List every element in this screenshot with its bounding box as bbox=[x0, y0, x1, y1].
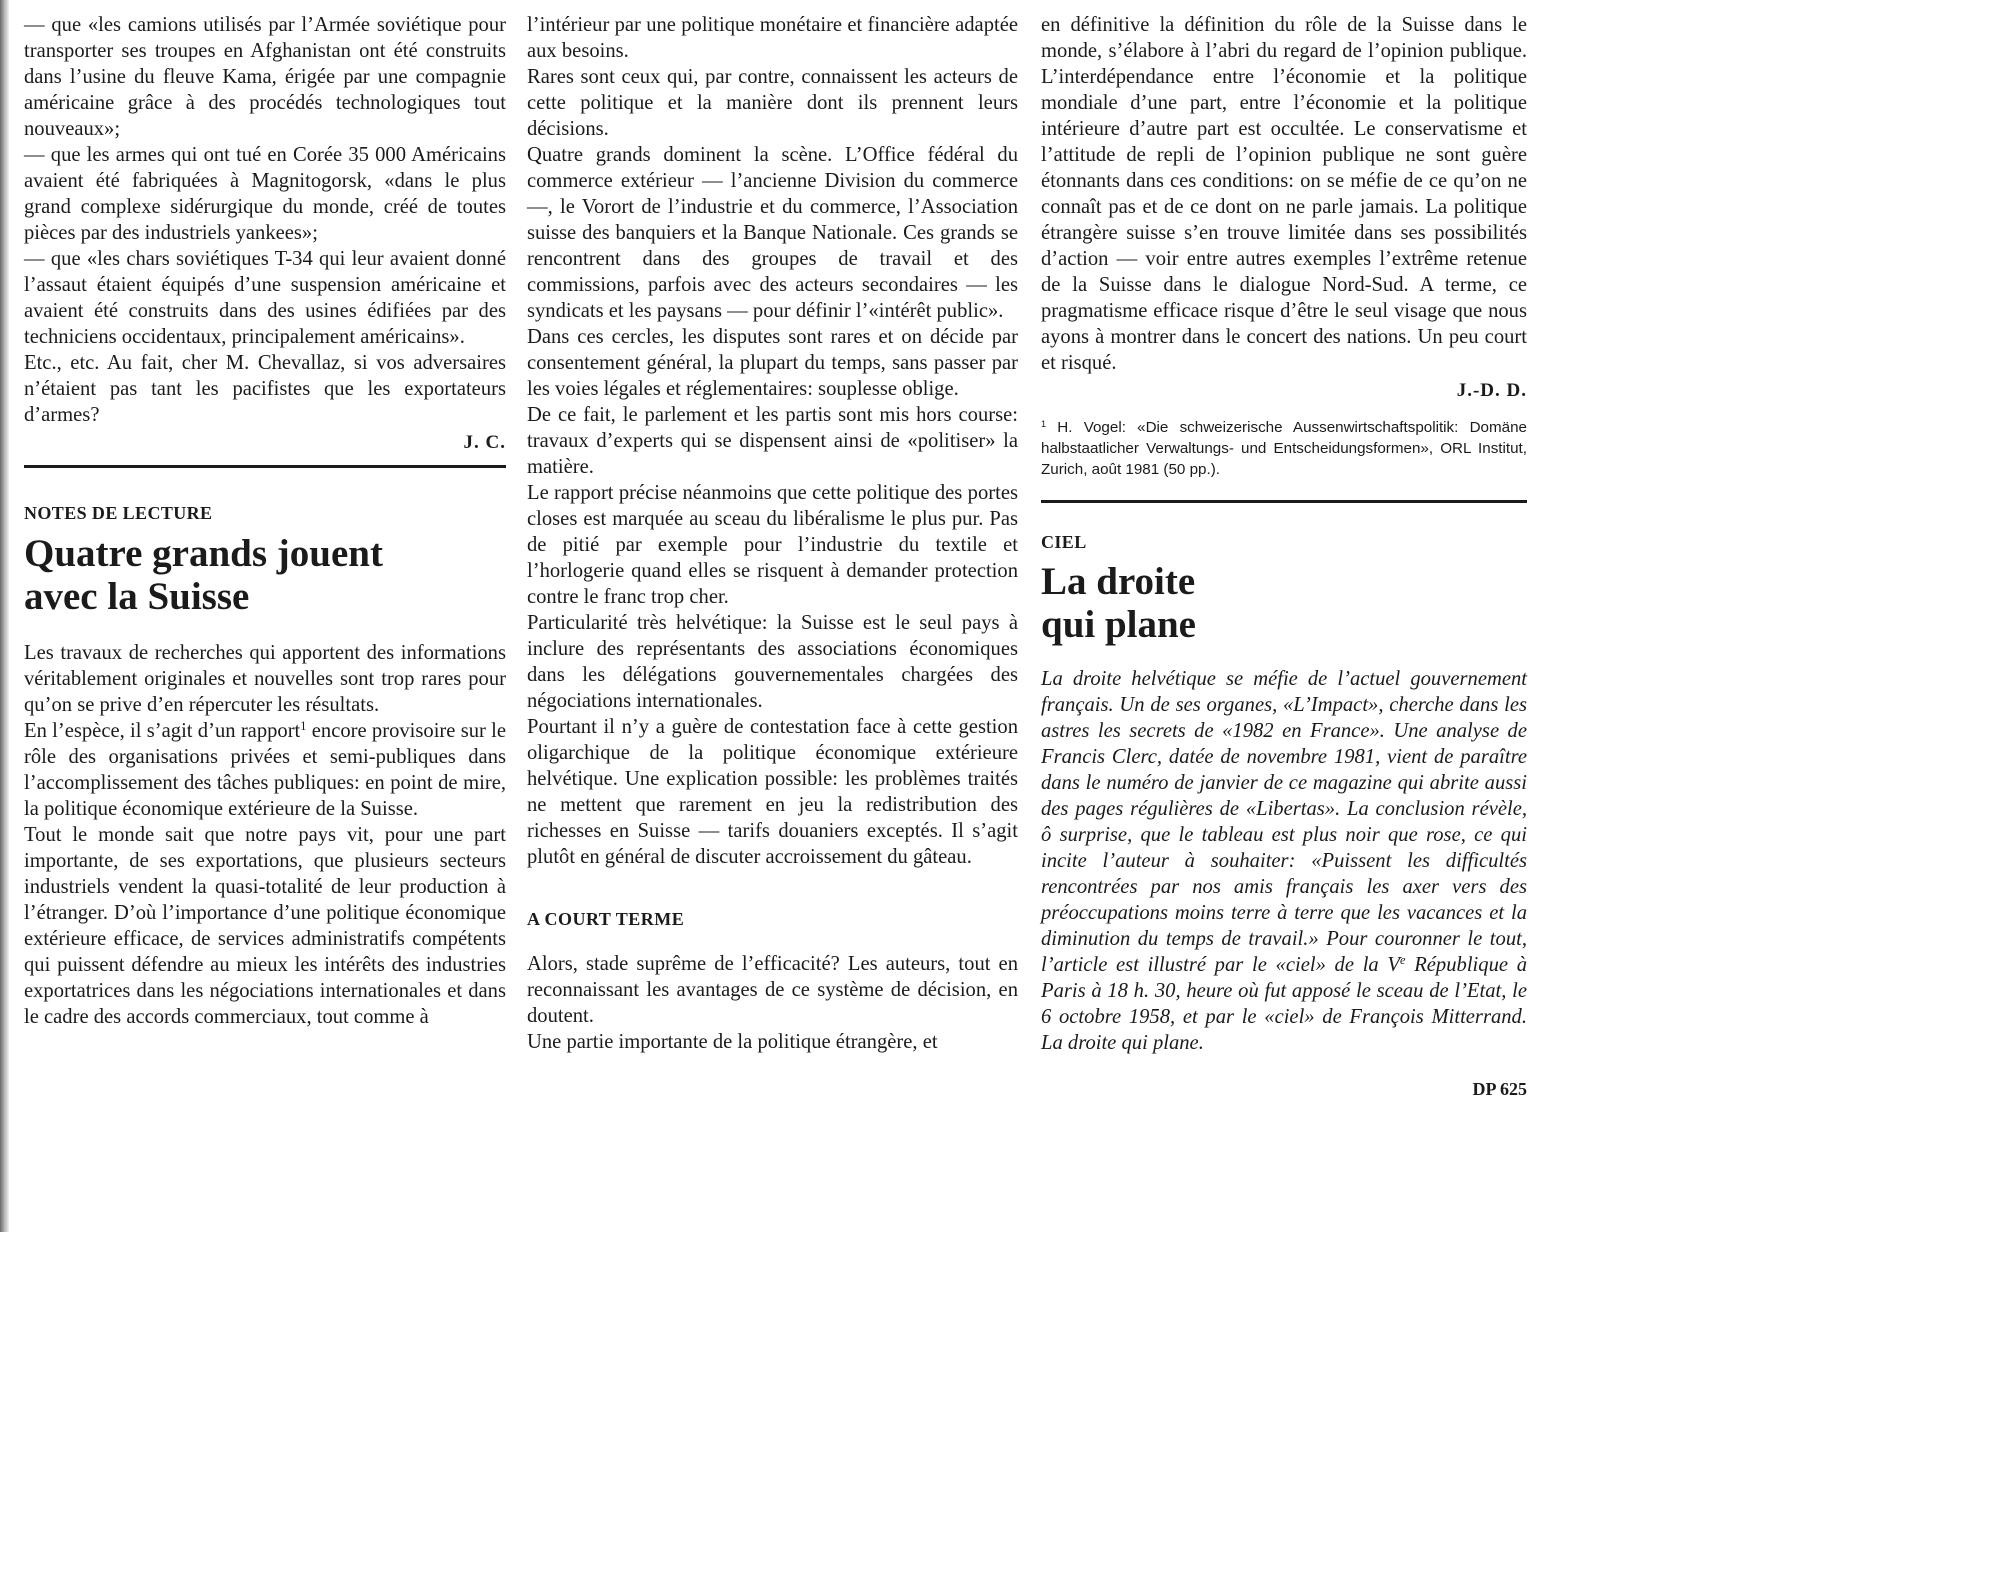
article-droite-qui-plane bbox=[1041, 531, 1527, 1056]
section-divider bbox=[24, 465, 506, 468]
body-paragraph: Dans ces cercles, les disputes sont rares et on décide par consentement général, la plupart du temps, sans passer par les voies légales et réglementaires: souplesse oblige. bbox=[527, 326, 1018, 400]
footnote-reference: 1 bbox=[300, 719, 307, 734]
letter-continuation bbox=[24, 12, 506, 455]
body-paragraph: l’intérieur par une politique monétaire et financière adaptée aux besoins. bbox=[527, 14, 1018, 62]
headline-line-1: Quatre grands jouent bbox=[24, 532, 383, 575]
article-headline bbox=[24, 532, 506, 618]
footnote-number: 1 bbox=[1041, 418, 1047, 429]
headline-line-1: La droite bbox=[1041, 560, 1196, 603]
headline-line-2: qui plane bbox=[1041, 603, 1196, 646]
footnote bbox=[1041, 417, 1527, 480]
column-1 bbox=[24, 12, 506, 1030]
article-quatre-grands bbox=[24, 502, 506, 1030]
body-paragraph: Les travaux de recherches qui apportent des informations véritablement originales et nouvelles sont trop rares pour qu’on se prive d’en répercuter les résultats. bbox=[24, 642, 506, 716]
body-paragraph: De ce fait, le parlement et les partis sont mis hors course: travaux d’experts qui se dispensent ainsi de «politiser» la matière. bbox=[527, 404, 1018, 478]
headline-line-2: avec la Suisse bbox=[24, 575, 250, 618]
body-paragraph: Tout le monde sait que notre pays vit, pour une part importante, de ses exportations, que plusieurs secteurs industriels vendent la quasi-totalité de leur production à l’étranger. D’où l’importance d’une politique économique extérieure efficace, de services administratifs compétents qui puissent défendre au mieux les intérêts des industries exportatrices dans les négociations internationales et dans le cadre des accords commerciaux, tout comme à bbox=[24, 824, 506, 1028]
page-gutter-shadow bbox=[0, 0, 9, 1232]
body-text: La droite helvétique se méfie de l’actuel gouvernement français. Un de ses organes, «L’Impact», cherche dans les astres les secrets de «1982 en France». Une analyse de Francis Clerc, datée de novembre 1981, vient de paraître dans le numéro de janvier de ce magazine qui abrite aussi des pages régulières de «Libertas». La conclusion révèle, ô surprise, que le tableau est plus noir que rose, ce qui incite l’auteur à souhaiter: «Puissent les difficultés rencontrées par nos amis français les axer vers des préoccupations moins terre à terre que les vacances et la diminution du temps de travail.» Pour couronner le tout, l’article est illustré par le «ciel» de la V bbox=[1041, 668, 1527, 976]
letter-paragraph: — que «les chars soviétiques T-34 qui leur avaient donné l’assaut étaient équipés d’une suspension américaine et avaient été construits dans des usines édifiées par des techniciens occidentaux, principalement américains». bbox=[24, 248, 506, 348]
article-body bbox=[1041, 666, 1527, 1056]
body-paragraph bbox=[24, 718, 506, 822]
section-kicker: NOTES DE LECTURE bbox=[24, 503, 213, 523]
body-paragraph: Quatre grands dominent la scène. L’Office fédéral du commerce extérieur — l’ancienne Division du commerce —, le Vorort de l’industrie et du commerce, l’Association suisse des banquiers et la Banque Nationale. Ces grands se rencontrent dans des groupes de travail et des commissions, parfois avec des acteurs secondaires — les syndicats et les paysans — pour définir l’«intérêt public». bbox=[527, 144, 1018, 322]
body-text: République à Paris à 18 h. 30, heure où fut apposé le sceau de l’Etat, le 6 octobre 1958, et par le «ciel» de François Mitterrand. La droite qui plane. bbox=[1041, 954, 1528, 1054]
body-paragraph: Le rapport précise néanmoins que cette politique des portes closes est marquée au sceau du libéralisme le plus pur. Pas de pitié par exemple pour l’industrie du textile et l’horlogerie quand elles se risquent à demander protection contre le franc trop cher. bbox=[527, 482, 1018, 608]
footnote-text: H. Vogel: «Die schweizerische Aussenwirtschaftspolitik: Domäne halbstaatlicher Verwaltungs- und Entscheidungsformen», ORL Institut, Zurich, août 1981 (50 pp.). bbox=[1041, 419, 1527, 478]
article-signature: J.-D. D. bbox=[1456, 380, 1527, 401]
article-headline bbox=[1041, 560, 1527, 646]
letter-paragraph: — que les armes qui ont tué en Corée 35 000 Américains avaient été fabriquées à Magnitogorsk, «dans le plus grand complexe sidérurgique du monde, créé de toutes pièces par des industriels yankees»; bbox=[24, 144, 506, 244]
page-folio: DP 625 bbox=[1472, 1079, 1527, 1099]
letter-paragraph: Etc., etc. Au fait, cher M. Chevallaz, si vos adversaires n’étaient pas tant les pacifistes que les exportateurs d’armes? bbox=[24, 352, 506, 426]
body-paragraph: Rares sont ceux qui, par contre, connaissent les acteurs de cette politique et la manière dont ils prennent leurs décisions. bbox=[527, 66, 1018, 140]
body-paragraph: Alors, stade suprême de l’efficacité? Les auteurs, tout en reconnaissant les avantages de ce système de décision, en doutent. bbox=[527, 953, 1018, 1027]
letter-signature: J. C. bbox=[463, 432, 506, 453]
article-body bbox=[24, 640, 506, 1030]
section-divider bbox=[1041, 500, 1527, 503]
section-kicker: CIEL bbox=[1041, 532, 1087, 552]
superscript-e: e bbox=[1400, 953, 1406, 968]
body-text: encore provisoire sur le rôle des organisations privées et semi-publiques dans l’accomplissement des tâches publiques: en point de mire, la politique économique extérieure de la Suisse. bbox=[24, 720, 507, 820]
letter-paragraph: — que «les camions utilisés par l’Armée soviétique pour transporter ses troupes en Afghanistan ont été construits dans l’usine du fleuve Kama, érigée par une compagnie américaine grâce à des procédés technologiques tout nouveaux»; bbox=[24, 14, 506, 140]
subsection-body bbox=[527, 951, 1018, 1055]
column-3 bbox=[1041, 12, 1527, 1100]
body-paragraph: en définitive la définition du rôle de la Suisse dans le monde, s’élabore à l’abri du regard de l’opinion publique. L’interdépendance entre l’économie et la politique mondiale d’une part, entre l’économie et la politique intérieure d’autre part est occultée. Le conservatisme et l’attitude de repli de l’opinion publique ne sont guère étonnants dans ces conditions: on se méfie de ce qu’on ne connaît pas et de ce dont on ne parle jamais. La politique étrangère suisse s’en trouve limitée dans ses possibilités d’action — voir entre autres exemples l’extrême retenue de la Suisse dans le dialogue Nord-Sud. A terme, ce pragmatisme efficace risque d’être le seul visage que nous ayons à montrer dans le concert des nations. Un peu court et risqué. bbox=[1041, 14, 1527, 374]
body-paragraph: Une partie importante de la politique étrangère, et bbox=[527, 1031, 938, 1053]
body-paragraph: Particularité très helvétique: la Suisse est le seul pays à inclure des représentants des associations économiques dans les délégations gouvernementales chargées des négociations internationales. bbox=[527, 612, 1018, 712]
body-paragraph: Pourtant il n’y a guère de contestation face à cette gestion oligarchique de la politique économique extérieure helvétique. Une explication possible: les problèmes traités ne mettent que rarement en jeu la redistribution des richesses en Suisse — tarifs douaniers exceptés. Il s’agit plutôt en général de discuter accroissement du gâteau. bbox=[527, 716, 1018, 868]
body-text: En l’espèce, il s’agit d’un rapport bbox=[24, 720, 301, 742]
section-subhead: A COURT TERME bbox=[527, 909, 685, 929]
column-2 bbox=[527, 12, 1018, 1055]
